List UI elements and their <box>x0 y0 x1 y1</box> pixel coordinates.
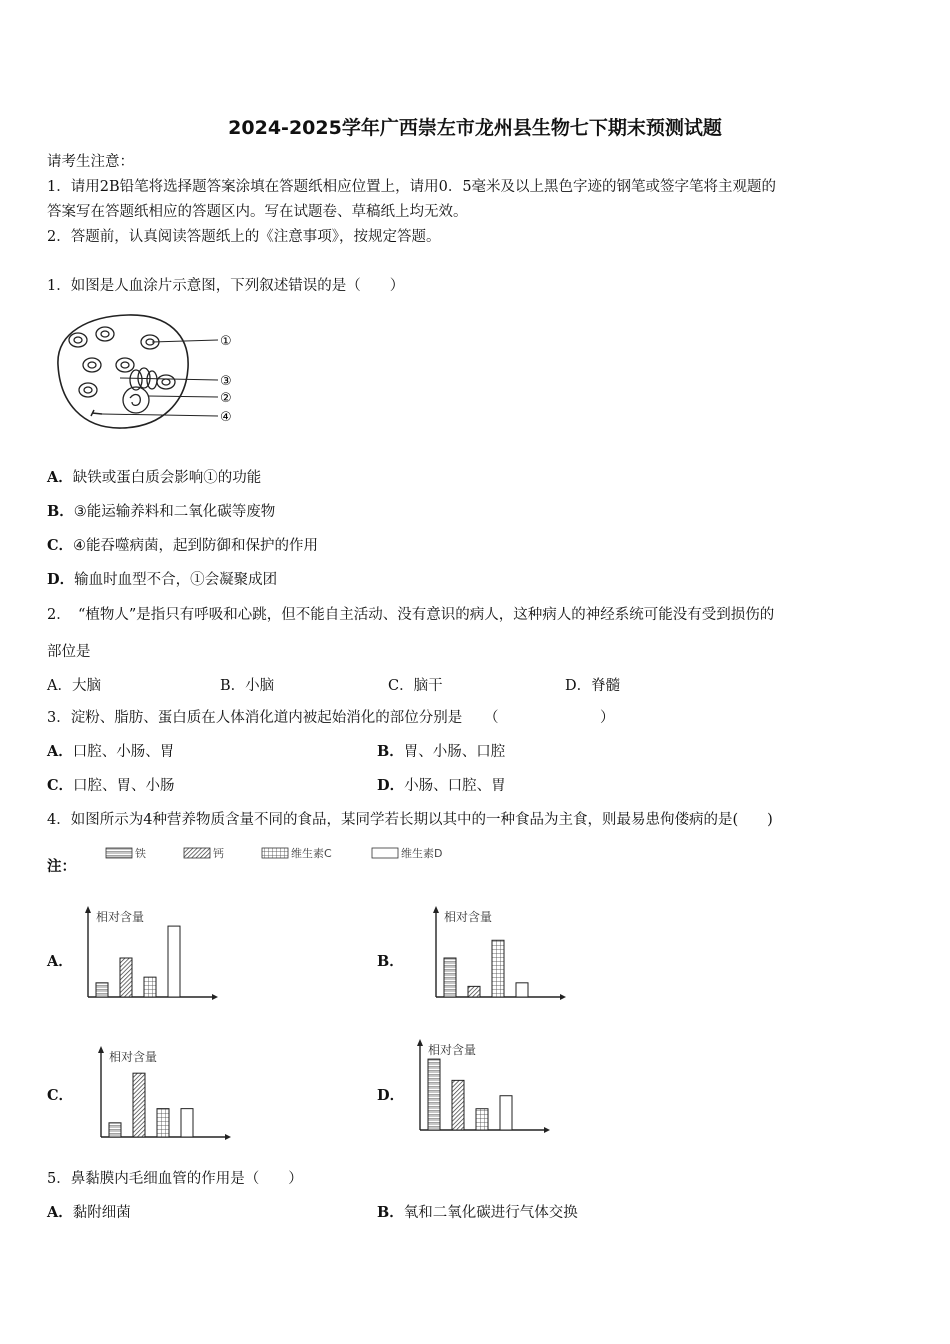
legend-vitamin-d-swatch <box>372 848 398 858</box>
bar-calcium <box>452 1080 464 1130</box>
bar-calcium <box>133 1073 145 1137</box>
q5-option-b: B．氧和二氧化碳进行气体交换 <box>377 1204 578 1221</box>
bar-vitamin-c <box>492 940 504 997</box>
q1-option-a: A．缺铁或蛋白质会影响①的功能 <box>47 469 262 486</box>
q2-option-d: D．脊髓 <box>565 678 621 694</box>
q4-option-d: D． <box>377 1087 405 1104</box>
q2-stem-a: 2． “植物人”是指只有呼吸和心跳，但不能自主活动、没有意识的病人，这种病人的神经系统可能没有受到损伤的 <box>47 607 775 623</box>
bar-vitamin-d <box>168 926 180 997</box>
blood-smear-diagram <box>50 310 250 435</box>
q2-stem-b: 部位是 <box>47 644 91 660</box>
y-axis-arrow <box>433 906 439 913</box>
y-axis-arrow <box>85 906 91 913</box>
q4-option-b: B． <box>377 953 404 970</box>
bar-vitamin-c <box>157 1109 169 1137</box>
bar-iron <box>96 983 108 997</box>
bar-calcium <box>120 958 132 997</box>
page-title: 2024-2025学年广西崇左市龙州县生物七下期末预测试题 <box>228 117 722 139</box>
q3-option-b: B．胃、小肠、口腔 <box>377 743 506 760</box>
bar-vitamin-d <box>181 1109 193 1137</box>
chart-c <box>93 1045 233 1145</box>
q1-label-4: ④ <box>220 410 232 425</box>
q1-label-3: ③ <box>220 374 232 389</box>
q2-option-c: C．脑干 <box>388 678 443 694</box>
notice-heading: 请考生注意： <box>47 154 134 170</box>
x-axis-arrow <box>225 1134 231 1140</box>
legend-vitamin-c-swatch <box>262 848 288 858</box>
q4-legend <box>100 843 480 863</box>
q2-option-a: A．大脑 <box>47 678 101 694</box>
chart-a <box>80 905 220 1005</box>
q3-option-d: D．小肠、口腔、胃 <box>377 777 506 794</box>
q4-note-label: 注： <box>47 858 76 875</box>
notice-line-1b: 答案写在答题纸相应的答题区内。写在试题卷、草稿纸上均无效。 <box>47 204 468 220</box>
bar-vitamin-c <box>476 1109 488 1130</box>
bar-iron <box>428 1059 440 1130</box>
legend-vitamin-c-label: 维生素C <box>291 847 332 860</box>
y-axis-label: 相对含量 <box>428 1043 477 1057</box>
q2-option-b: B．小脑 <box>220 678 275 694</box>
bar-vitamin-d <box>516 983 528 997</box>
notice-line-2: 2．答题前，认真阅读答题纸上的《注意事项》，按规定答题。 <box>47 229 441 245</box>
y-axis-arrow <box>98 1046 104 1053</box>
q5-option-a: A．黏附细菌 <box>47 1204 131 1221</box>
y-axis-arrow <box>417 1039 423 1046</box>
legend-iron-label: 铁 <box>135 847 146 860</box>
legend-iron-swatch <box>106 848 132 858</box>
q4-option-c: C． <box>47 1087 74 1104</box>
bar-iron <box>444 958 456 997</box>
legend-calcium-swatch <box>184 848 210 858</box>
q3-option-a: A．口腔、小肠、胃 <box>47 743 175 760</box>
q1-option-c: C．④能吞噬病菌，起到防御和保护的作用 <box>47 537 319 554</box>
q1-option-d: D．输血时血型不合，①会凝聚成团 <box>47 571 278 588</box>
bar-vitamin-d <box>500 1096 512 1130</box>
x-axis-arrow <box>544 1127 550 1133</box>
q3-option-c: C．口腔、胃、小肠 <box>47 777 175 794</box>
q4-option-a: A． <box>47 953 73 970</box>
y-axis-label: 相对含量 <box>96 910 145 924</box>
q4-stem: 4．如图所示为4种营养物质含量不同的食品，某同学若长期以其中的一种食品为主食，则最易患佝偻病的是( ) <box>47 812 773 828</box>
bar-iron <box>109 1123 121 1137</box>
chart-b <box>428 905 568 1005</box>
q1-option-b: B．③能运输养料和二氧化碳等废物 <box>47 503 276 520</box>
y-axis-label: 相对含量 <box>109 1050 158 1064</box>
q1-label-1: ① <box>220 334 232 349</box>
bar-calcium <box>468 986 480 997</box>
q1-label-2: ② <box>220 391 232 406</box>
y-axis-label: 相对含量 <box>444 910 493 924</box>
bar-vitamin-c <box>144 977 156 997</box>
chart-d <box>412 1038 552 1138</box>
q3-stem: 3．淀粉、脂肪、蛋白质在人体消化道内被起始消化的部位分别是 （ ） <box>47 710 615 726</box>
x-axis-arrow <box>212 994 218 1000</box>
legend-vitamin-d-label: 维生素D <box>401 847 443 860</box>
legend-calcium-label: 钙 <box>213 847 224 860</box>
x-axis-arrow <box>560 994 566 1000</box>
q5-stem: 5．鼻黏膜内毛细血管的作用是（ ） <box>47 1171 303 1187</box>
q1-stem: 1．如图是人血涂片示意图，下列叙述错误的是（ ） <box>47 278 405 294</box>
notice-line-1a: 1．请用2B铅笔将选择题答案涂填在答题纸相应位置上，请用0．5毫米及以上黑色字迹的钢笔或签字笔将主观题的 <box>47 179 777 195</box>
